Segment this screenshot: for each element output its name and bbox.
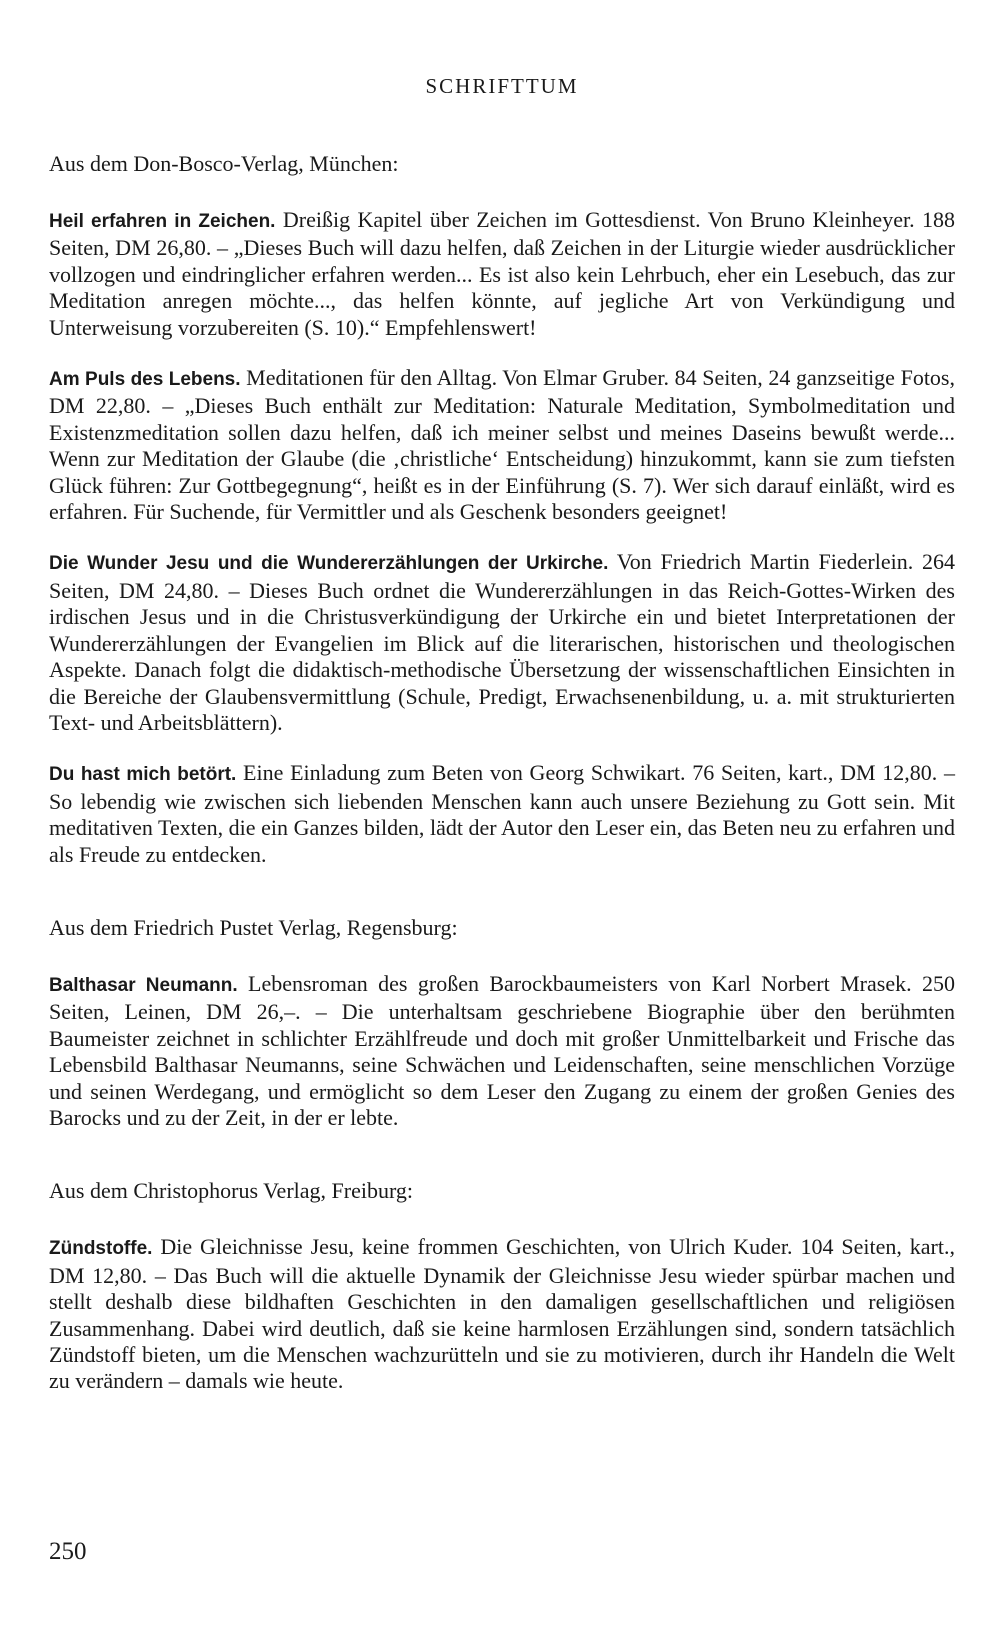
publisher-section: [49, 150, 955, 868]
book-title: Zündstoffe.: [49, 1238, 153, 1260]
book-review-text: Lebensroman des großen Barockbaumeisters von Karl Norbert Mrasek. 250 Seiten, Leinen, DM 26,–. – Die unterhaltsam geschriebene Biographie über den berühmten Baumeister zeichnet in schlichter Erzählfreude und doch mit großer Unmittelbarkeit und Frische das Lebensbild Balthasar Neumanns, seine Schwächen und Leidenschaften, seine menschlichen Vorzüge und seinen Werdegang, und ermöglicht so dem Leser den Zugang zu einem der großen Genies des Barocks und zu der Zeit, in der er lebte.: [49, 970, 955, 1130]
book-review-text: Meditationen für den Alltag. Von Elmar Gruber. 84 Seiten, 24 ganzseitige Fotos, DM 22,80. – „Dieses Buch enthält zur Meditation: Naturale Meditation, Symbolmeditation und Existenzmeditation sollen dazu helfen, daß ich meiner selbst und meines Daseins bewußt werde... Wenn zur Meditation der Glaube (die ‚christliche‘ Entscheidung) hinzukommt, kann sie zum tiefsten Glück führen: Zur Gottbegegnung“, heißt es in der Einführung (S. 7). Wer sich darauf einläßt, wird es erfahren. Für Suchende, für Vermittler und als Geschenk besonders geeignet!: [49, 365, 955, 525]
book-review: [49, 207, 955, 341]
book-review: [49, 549, 955, 736]
page-title: SCHRIFTTUM: [425, 74, 579, 98]
publisher-heading: Aus dem Don-Bosco-Verlag, München:: [49, 151, 399, 176]
book-review: [49, 971, 955, 1131]
book-review: [49, 1234, 955, 1394]
book-review-text: Eine Einladung zum Beten von Georg Schwikart. 76 Seiten, kart., DM 12,80. – So lebendig wie zwischen sich liebenden Menschen kann auch unsere Beziehung zu Gott sein. Mit meditativen Texten, die ein Ganzes bilden, lädt der Autor den Leser ein, das Beten neu zu erfahren und als Freude zu entdecken.: [49, 760, 955, 867]
document-page: [49, 0, 955, 1625]
page-number: 250: [49, 1538, 87, 1565]
publisher-section: [49, 1177, 955, 1394]
book-title: Balthasar Neumann.: [49, 974, 238, 996]
publisher-section: [49, 914, 955, 1131]
book-title: Die Wunder Jesu und die Wundererzählungen der Urkirche.: [49, 553, 609, 575]
book-title: Am Puls des Lebens.: [49, 369, 241, 391]
book-review-text: Dreißig Kapitel über Zeichen im Gottesdienst. Von Bruno Kleinheyer. 188 Seiten, DM 26,80. – „Dieses Buch will dazu helfen, daß Zeichen in der Liturgie wieder ausdrücklicher vollzogen und eindringlicher erfahren werden... Es ist also kein Lehrbuch, eher ein Lesebuch, das zur Meditation anregen möchte..., das helfen könnte, auf jegliche Art von Verkündigung und Unterweisung vorzubereiten (S. 10).“ Empfehlenswert!: [49, 207, 955, 340]
book-review: [49, 365, 955, 525]
book-review: [49, 760, 955, 868]
book-review-text: Die Gleichnisse Jesu, keine frommen Geschichten, von Ulrich Kuder. 104 Seiten, kart., DM 12,80. – Das Buch will die aktuelle Dynamik der Gleichnisse Jesu wieder spürbar machen und stellt deshalb diese bildhaften Geschichten in den damaligen gesellschaftlichen und religiösen Zusammenhang. Dabei wird deutlich, daß sie keine harmlosen Erzählungen sind, sondern tatsächlich Zündstoff bieten, um die Menschen wachzurütteln und sie zu motivieren, durch ihr Handeln die Welt zu verändern – damals wie heute.: [49, 1234, 955, 1394]
book-title: Du hast mich betört.: [49, 764, 237, 786]
publisher-heading: Aus dem Friedrich Pustet Verlag, Regensburg:: [49, 914, 458, 940]
book-review-text: Von Friedrich Martin Fiederlein. 264 Seiten, DM 24,80. – Dieses Buch ordnet die Wundererzählungen in das Reich-Gottes-Wirken des irdischen Jesus und in die Christusverkündigung der Urkirche ein und bietet Interpretationen der Wundererzählungen der Evangelien im Blick auf die literarischen, historischen und theologischen Aspekte. Danach folgt die didaktisch-methodische Übersetzung der wissenschaftlichen Einsichten in die Bereiche der Glaubensvermittlung (Schule, Predigt, Erwachsenenbildung, u. a. mit strukturierten Text- und Arbeitsblättern).: [49, 549, 955, 735]
review-sections: [49, 150, 955, 1419]
publisher-heading: Aus dem Christophorus Verlag, Freiburg:: [49, 1178, 413, 1204]
book-title: Heil erfahren in Zeichen.: [49, 211, 276, 232]
